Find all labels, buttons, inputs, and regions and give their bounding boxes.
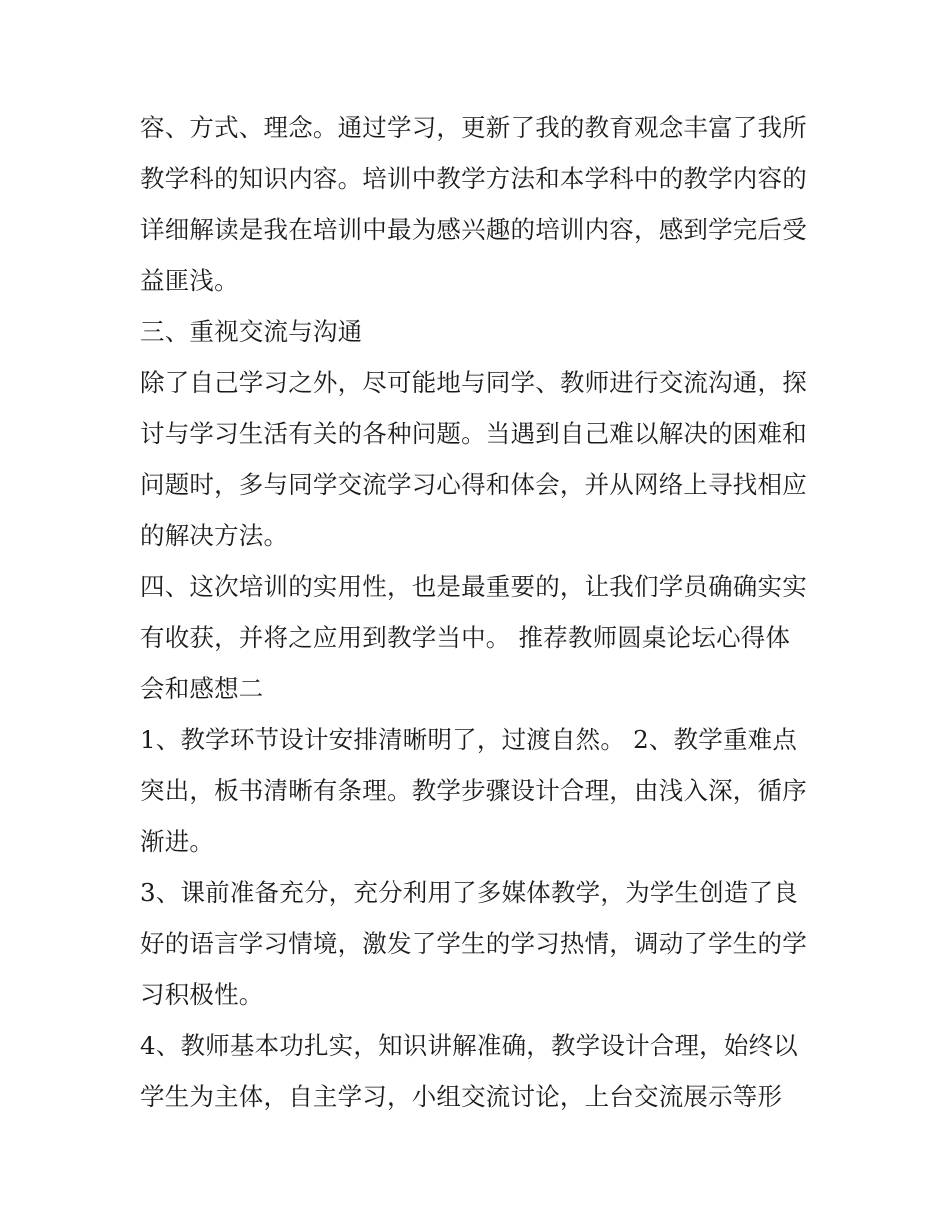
text-line: 有收获，并将之应用到教学当中。 推荐教师圆桌论坛心得体 [140, 623, 791, 652]
text-line: 除了自己学习之外，尽可能地与同学、教师进行交流沟通，探 [140, 368, 807, 397]
text-line: 四、这次培训的实用性，也是最重要的，让我们学员确确实实 [140, 572, 807, 601]
text-line: 3、课前准备充分，充分利用了多媒体教学，为学生创造了良 [140, 878, 798, 907]
text-line: 详细解读是我在培训中最为感兴趣的培训内容，感到学完后受 [140, 215, 807, 244]
text-line: 学生为主体，自主学习，小组交流讨论，上台交流展示等形 [140, 1082, 783, 1111]
text-line: 好的语言学习情境，激发了学生的学习热情，调动了学生的学 [140, 929, 807, 958]
text-line: 讨与学习生活有关的各种问题。当遇到自己难以解决的困难和 [140, 419, 807, 448]
text-line: 容、方式、理念。通过学习，更新了我的教育观念丰富了我所 [140, 113, 807, 142]
text-line: 习积极性。 [140, 980, 264, 1009]
text-line: 渐进。 [140, 827, 215, 856]
text-line: 教学科的知识内容。培训中教学方法和本学科中的教学内容的 [140, 164, 807, 193]
text-line: 会和感想二 [140, 674, 264, 703]
document-body [140, 102, 812, 1122]
text-line: 益匪浅。 [140, 266, 239, 295]
text-line: 问题时，多与同学交流学习心得和体会，并从网络上寻找相应 [140, 470, 807, 499]
text-line: 突出，板书清晰有条理。教学步骤设计合理，由浅入深，循序 [140, 776, 807, 805]
text-line: 的解决方法。 [140, 521, 289, 550]
text-line: 4、教师基本功扎实，知识讲解准确，教学设计合理，始终以 [140, 1031, 798, 1060]
section-heading: 三、重视交流与沟通 [140, 317, 363, 346]
text-line: 1、教学环节设计安排清晰明了，过渡自然。 2、教学重难点 [140, 725, 798, 754]
